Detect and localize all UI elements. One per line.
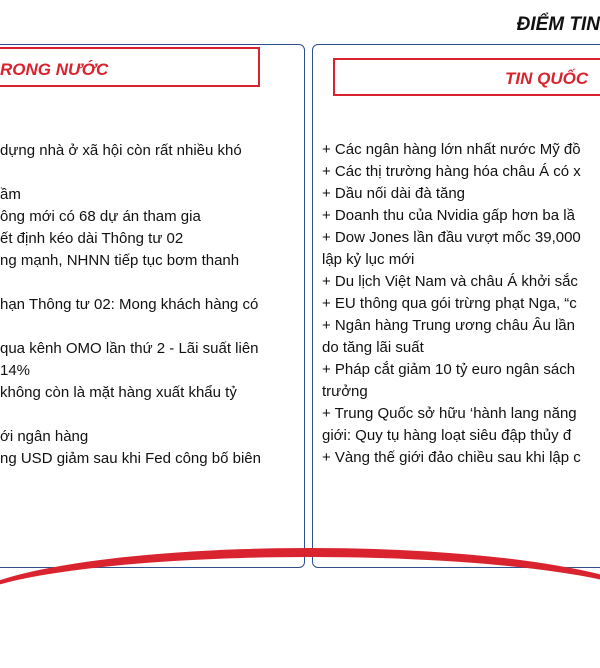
list-item: hạn Thông tư 02: Mong khách hàng có	[0, 296, 259, 313]
list-item: + Trung Quốc sở hữu ‘hành lang năng	[322, 405, 577, 422]
list-item: do tăng lãi suất	[322, 339, 424, 356]
list-item: ết định kéo dài Thông tư 02	[0, 230, 184, 247]
list-item: + Du lịch Việt Nam và châu Á khởi sắc	[322, 273, 578, 290]
international-news-list	[322, 139, 581, 469]
list-item: ng USD giảm sau khi Fed công bố biên	[0, 450, 261, 467]
list-item: giới: Quy tụ hàng loạt siêu đập thủy đ	[322, 427, 572, 444]
list-item: + Các thị trường hàng hóa châu Á có x	[322, 163, 581, 180]
international-section-heading: TIN QUỐC	[333, 58, 600, 96]
list-item: + Vàng thế giới đảo chiều sau khi lập c	[322, 449, 581, 466]
decorative-red-arc	[0, 548, 600, 668]
list-item: ầm	[0, 186, 21, 203]
page-title: ĐIỂM TIN	[516, 14, 600, 35]
list-item: + Pháp cắt giảm 10 tỷ euro ngân sách	[322, 361, 576, 378]
list-item: lập kỷ lục mới	[322, 251, 415, 268]
list-item: trưởng	[322, 383, 368, 400]
list-item: + EU thông qua gói trừng phạt Nga, “c	[322, 295, 577, 312]
list-item: qua kênh OMO lần thứ 2 - Lãi suất liên	[0, 340, 259, 357]
list-item: ới ngân hàng	[0, 428, 89, 445]
list-item: ng mạnh, NHNN tiếp tục bơm thanh	[0, 252, 240, 269]
list-item: ông mới có 68 dự án tham gia	[0, 208, 201, 225]
list-item: không còn là mặt hàng xuất khẩu tỷ	[0, 384, 237, 401]
list-item: 14%	[0, 362, 31, 379]
domestic-section-heading: RONG NƯỚC	[0, 47, 260, 87]
list-item: dựng nhà ở xã hội còn rất nhiều khó	[0, 142, 242, 159]
list-item: + Dow Jones lần đầu vượt mốc 39,000	[322, 229, 581, 246]
list-item: + Các ngân hàng lớn nhất nước Mỹ đồ	[322, 141, 581, 158]
list-item: + Ngân hàng Trung ương châu Âu lần	[322, 317, 575, 334]
list-item: + Dầu nối dài đà tăng	[322, 185, 466, 202]
list-item: + Doanh thu của Nvidia gấp hơn ba lầ	[322, 207, 575, 224]
